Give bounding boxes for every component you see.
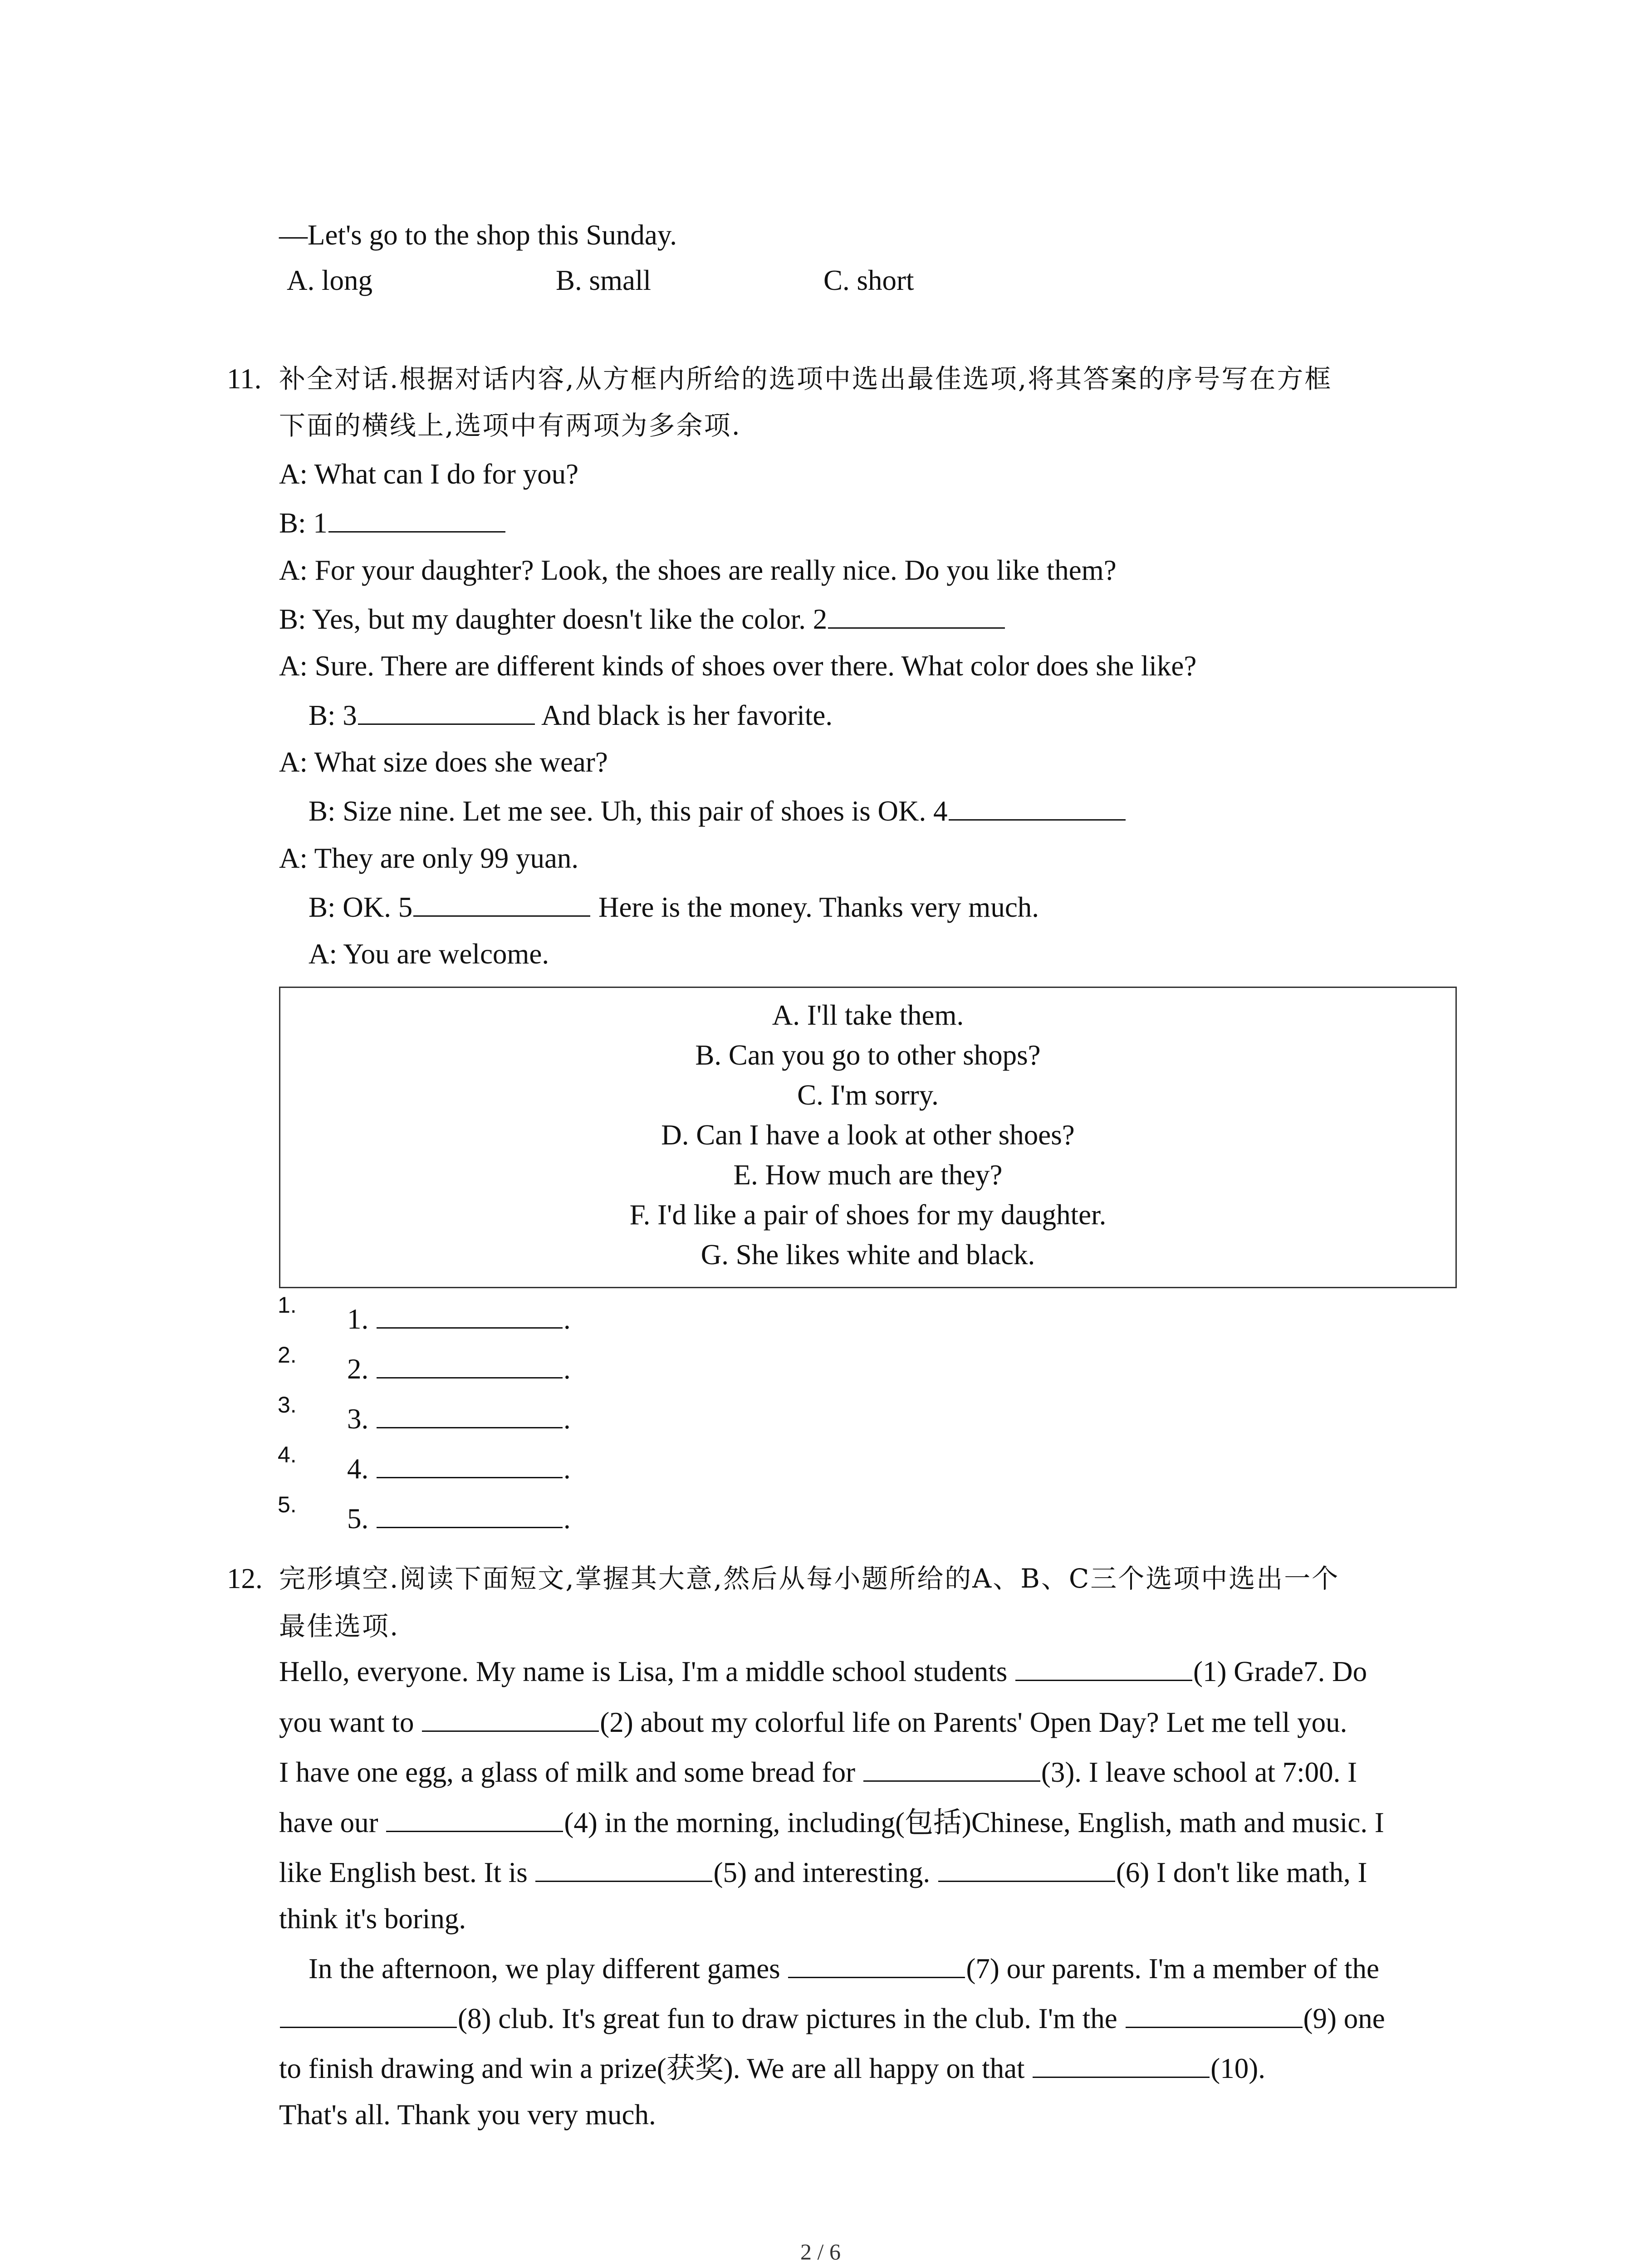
dialogue-line-9: A: They are only 99 yuan. — [279, 842, 579, 874]
q12-instruction-line1: 完形填空.阅读下面短文,掌握其大意,然后从每小题所给的A、B、C三个选项中选出一个 — [279, 1563, 1340, 1594]
q10-option-c: C. short — [823, 264, 914, 296]
box-option-c: C. I'm sorry. — [797, 1079, 939, 1111]
dialogue-line-10: B: OK. 5 Here is the money. Thanks very much. — [309, 889, 1039, 925]
cloze-blank-8[interactable] — [280, 2000, 457, 2028]
cloze-blank-5[interactable] — [535, 1854, 712, 1882]
passage-line-5: like English best. It is (5) and interesting. (6) I don't like math, I — [279, 1854, 1367, 1891]
passage-line-10: That's all. Thank you very much. — [279, 2099, 656, 2131]
box-option-e: E. How much are they? — [733, 1159, 1003, 1191]
passage-line-7: In the afternoon, we play different games (7) our parents. I'm a member of the — [309, 1950, 1379, 1987]
passage-line-9: to finish drawing and win a prize(获奖). We are all happy on that (10). — [279, 2050, 1265, 2087]
answer-blank-3[interactable] — [358, 697, 535, 725]
q12-number: 12. — [227, 1563, 263, 1594]
cloze-blank-7[interactable] — [788, 1950, 965, 1978]
cloze-blank-10[interactable] — [1033, 2050, 1210, 2078]
q12-instruction-line2: 最佳选项. — [279, 1611, 400, 1642]
box-option-b: B. Can you go to other shops? — [695, 1039, 1041, 1071]
q10-option-b: B. small — [556, 264, 652, 296]
answer-marker-5: 5. — [278, 1492, 297, 1517]
answer-blank-2[interactable] — [828, 601, 1005, 629]
passage-line-3: I have one egg, a glass of milk and some bread for (3). I leave school at 7:00. I — [279, 1754, 1357, 1790]
dialogue-line-1: A: What can I do for you? — [279, 458, 579, 490]
box-option-a: A. I'll take them. — [772, 999, 964, 1031]
dialogue-line-4: B: Yes, but my daughter doesn't like the color. 2 — [279, 601, 1006, 637]
options-box — [279, 987, 1457, 1288]
answer-blank-5[interactable] — [413, 889, 590, 917]
cloze-blank-6[interactable] — [938, 1854, 1115, 1882]
cloze-blank-1[interactable] — [1015, 1653, 1192, 1681]
answer-blank-1[interactable] — [328, 505, 505, 533]
dialogue-line-5: A: Sure. There are different kinds of shoes over there. What color does she like? — [279, 650, 1197, 682]
q10-option-a: A. long — [287, 264, 372, 296]
answer-blank-4[interactable] — [949, 793, 1126, 821]
passage-line-6: think it's boring. — [279, 1903, 466, 1935]
dialogue-line-8: B: Size nine. Let me see. Uh, this pair of shoes is OK. 4 — [309, 793, 1127, 829]
answer-line-blank-5[interactable] — [377, 1501, 563, 1528]
q10-last-line: —Let's go to the shop this Sunday. — [279, 219, 677, 251]
page-number: 2 / 6 — [800, 2239, 841, 2264]
answer-line-blank-3[interactable] — [377, 1401, 563, 1428]
answer-marker-2: 2. — [278, 1342, 297, 1368]
answer-line-blank-4[interactable] — [377, 1451, 563, 1478]
answer-marker-4: 4. — [278, 1442, 297, 1467]
answer-line-3: 3. . — [347, 1401, 571, 1437]
answer-marker-1: 1. — [278, 1292, 297, 1318]
q11-instruction-line1: 补全对话.根据对话内容,从方框内所给的选项中选出最佳选项,将其答案的序号写在方框 — [279, 363, 1332, 394]
passage-line-4: have our (4) in the morning, including(包括)Chinese, English, math and music. I — [279, 1804, 1384, 1841]
box-option-f: F. I'd like a pair of shoes for my daughter. — [629, 1199, 1107, 1231]
answer-line-1: 1. . — [347, 1301, 571, 1337]
q11-number: 11. — [227, 363, 262, 395]
answer-line-2: 2. . — [347, 1351, 571, 1387]
answer-line-4: 4. . — [347, 1451, 571, 1487]
q11-instruction-line2: 下面的横线上,选项中有两项为多余项. — [279, 410, 741, 441]
dialogue-line-2: B: 1 — [279, 505, 506, 541]
answer-line-5: 5. . — [347, 1501, 571, 1537]
passage-line-2: you want to (2) about my colorful life on Parents' Open Day? Let me tell you. — [279, 1704, 1347, 1740]
box-option-d: D. Can I have a look at other shoes? — [661, 1119, 1075, 1151]
dialogue-line-3: A: For your daughter? Look, the shoes are really nice. Do you like them? — [279, 554, 1117, 586]
cloze-blank-4[interactable] — [386, 1804, 563, 1832]
box-option-g: G. She likes white and black. — [700, 1239, 1035, 1271]
passage-line-1: Hello, everyone. My name is Lisa, I'm a middle school students (1) Grade7. Do — [279, 1653, 1367, 1690]
cloze-blank-3[interactable] — [863, 1754, 1040, 1782]
cloze-blank-9[interactable] — [1126, 2000, 1303, 2028]
dialogue-line-6: B: 3 And black is her favorite. — [309, 697, 833, 733]
dialogue-line-11: A: You are welcome. — [309, 938, 549, 970]
passage-line-8: (8) club. It's great fun to draw pictures in the club. I'm the (9) one — [279, 2000, 1385, 2037]
answer-line-blank-2[interactable] — [377, 1351, 563, 1378]
answer-marker-3: 3. — [278, 1392, 297, 1418]
dialogue-line-7: A: What size does she wear? — [279, 746, 608, 778]
cloze-blank-2[interactable] — [422, 1704, 599, 1732]
answer-line-blank-1[interactable] — [377, 1301, 563, 1329]
